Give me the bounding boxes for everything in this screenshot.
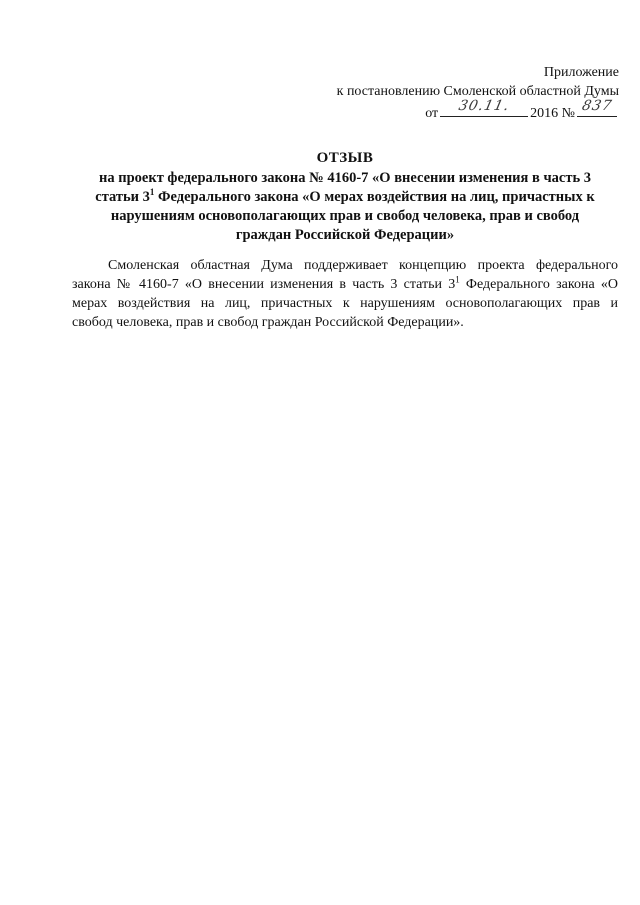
title-line-2-end: Федерального закона «О мерах воздействия на лиц, причастных к [154, 189, 595, 205]
resolution-reference: к постановлению Смоленской областной Думы [336, 84, 619, 99]
year-number-label: 2016 № [530, 106, 575, 121]
handwritten-date: 30.11. [457, 98, 512, 114]
date-prefix: от [425, 106, 439, 121]
number-fill-field [577, 98, 617, 117]
body-line-2 [72, 275, 618, 294]
body-line-2-start: закона № 4160-7 «О внесении изменения в часть 3 статьи 3 [72, 277, 456, 292]
title-line-2-start: статьи 3 [95, 189, 150, 205]
title-line-3: нарушениям основополагающих прав и свобод человека, прав и свобод [110, 208, 580, 224]
body-paragraph [72, 256, 618, 332]
appendix-header [337, 63, 619, 123]
date-fill-field [440, 98, 528, 117]
title-superscript: 1 [149, 187, 155, 198]
body-superscript: 1 [455, 274, 460, 285]
body-line-3: мерах воздействия на лиц, причастных к нарушениям основополагающих прав и [72, 296, 618, 311]
date-number-line [337, 98, 619, 123]
title-heading: ОТЗЫВ [316, 150, 374, 166]
body-line-4: свобод человека, прав и свобод граждан Российской Федерации». [72, 315, 464, 330]
document-title [72, 149, 618, 245]
body-line-1: Смоленская областная Дума поддерживает концепцию проекта федерального [108, 258, 618, 273]
title-line-1: на проект федерального закона № 4160-7 «О внесении изменения в часть 3 [99, 170, 591, 186]
title-line-4: граждан Российской Федерации» [235, 227, 455, 243]
body-line-2-end: Федерального закона «О [459, 277, 619, 292]
handwritten-number: 837 [580, 98, 614, 114]
appendix-label: Приложение [543, 65, 619, 80]
title-line-2 [72, 188, 618, 207]
